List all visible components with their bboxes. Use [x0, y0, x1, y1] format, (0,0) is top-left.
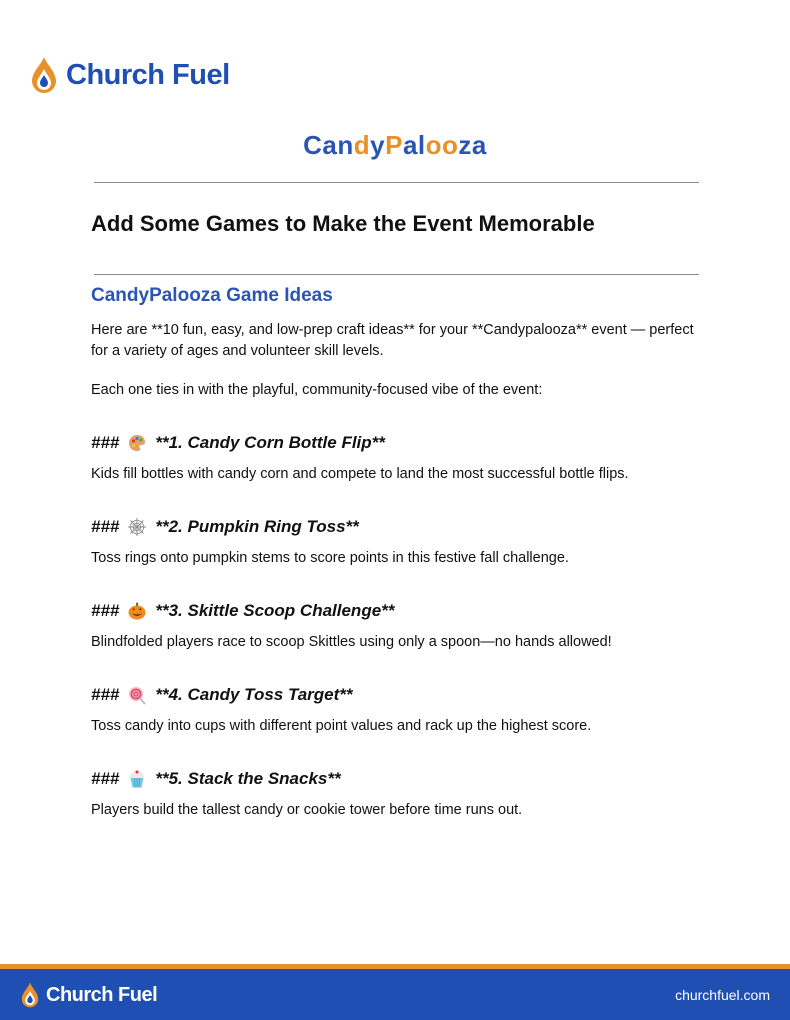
- game-title-text: **2. Pumpkin Ring Toss**: [155, 517, 359, 536]
- game-description: Kids fill bottles with candy corn and compete to land the most successful bottle flips.: [91, 466, 629, 482]
- game-description: Toss rings onto pumpkin stems to score points in this festive fall challenge.: [91, 550, 569, 566]
- divider: [94, 274, 699, 275]
- palette-emoji-icon: [127, 433, 147, 453]
- title-letter: C: [303, 130, 323, 160]
- title-letter: l: [417, 130, 426, 160]
- event-title: [0, 130, 790, 161]
- game-title-text: **1. Candy Corn Bottle Flip**: [155, 433, 385, 452]
- game-title: [91, 517, 359, 537]
- brand-name: Church Fuel: [66, 58, 230, 91]
- title-letter: a: [322, 130, 338, 160]
- title-letter: a: [471, 130, 487, 160]
- markdown-prefix: ###: [91, 685, 120, 704]
- cupcake-emoji-icon: [127, 769, 147, 789]
- flame-drop-icon: [30, 56, 58, 94]
- markdown-prefix: ###: [91, 769, 120, 788]
- game-title: [91, 433, 385, 453]
- jack-o-lantern-emoji-icon: [127, 601, 147, 621]
- church-fuel-logo: [30, 56, 230, 94]
- intro-paragraph-2: Each one ties in with the playful, community-focused vibe of the event:: [91, 382, 543, 398]
- game-title-text: **4. Candy Toss Target**: [155, 685, 353, 704]
- section-subheading: CandyPalooza Game Ideas: [91, 285, 333, 306]
- game-title-text: **3. Skittle Scoop Challenge**: [155, 601, 395, 620]
- game-title: [91, 685, 353, 705]
- game-description: Toss candy into cups with different point values and rack up the highest score.: [91, 718, 592, 734]
- page-heading: Add Some Games to Make the Event Memorable: [91, 211, 595, 236]
- title-letter: d: [353, 130, 371, 160]
- title-letter: o: [442, 130, 459, 160]
- title-letter: a: [402, 130, 418, 160]
- game-description: Blindfolded players race to scoop Skittles using only a spoon—no hands allowed!: [91, 634, 612, 650]
- footer-url[interactable]: churchfuel.com: [675, 987, 770, 1003]
- markdown-prefix: ###: [91, 433, 120, 452]
- title-letter: o: [425, 130, 443, 160]
- flame-drop-icon: [20, 982, 40, 1008]
- title-letter: n: [337, 130, 354, 160]
- game-title: [91, 601, 394, 621]
- lollipop-emoji-icon: [127, 685, 147, 705]
- footer-brand-name: Church Fuel: [46, 983, 158, 1006]
- markdown-prefix: ###: [91, 601, 120, 620]
- title-letter: z: [458, 130, 472, 160]
- divider: [94, 182, 699, 183]
- footer-logo: [20, 982, 157, 1008]
- game-title-text: **5. Stack the Snacks**: [155, 769, 341, 788]
- title-letter: y: [370, 130, 386, 160]
- intro-paragraph: Here are **10 fun, easy, and low-prep craft ideas** for your **Candypalooza** event — perfect for a variety of ages and volunteer skill levels.: [91, 322, 694, 359]
- game-title: [91, 769, 341, 789]
- spider-web-emoji-icon: [127, 517, 147, 537]
- title-letter: P: [385, 130, 403, 160]
- footer-bar: [0, 964, 790, 1020]
- markdown-prefix: ###: [91, 517, 120, 536]
- game-description: Players build the tallest candy or cookie tower before time runs out.: [91, 802, 523, 818]
